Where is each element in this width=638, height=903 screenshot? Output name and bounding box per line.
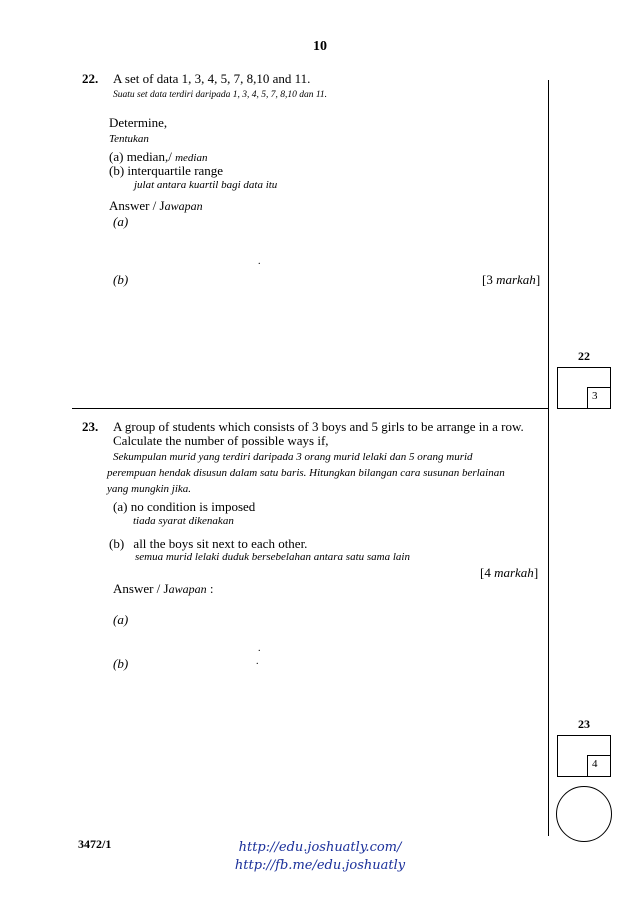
q23-number: 23.: [82, 419, 99, 434]
total-score-circle: [556, 786, 612, 842]
q23-answer-ms: awapan: [168, 582, 207, 596]
link-fb[interactable]: http://fb.me/edu.joshuatly: [234, 858, 406, 873]
q23-answer-colon: :: [206, 581, 214, 596]
link-edu[interactable]: http://edu.joshuatly.com/: [238, 840, 402, 855]
q23-side-number: 23: [578, 717, 590, 731]
q22-part-b: [109, 163, 223, 179]
question-divider: [72, 408, 548, 409]
q22-text-en: A set of data 1, 3, 4, 5, 7, 8,10 and 11.: [113, 71, 311, 86]
q22-part-b-en: interquartile range: [127, 163, 224, 178]
q22-determine-en: Determine,: [109, 115, 168, 130]
q22-answer-en: Answer / J: [109, 198, 165, 213]
q23-part-a-ms: tiada syarat dikenakan: [133, 515, 234, 527]
q23-part-b-ms: semua murid lelaki duduk bersebelahan antara satu sama lain: [135, 551, 410, 563]
page-number: 10: [313, 39, 327, 54]
q22-part-b-label: (b): [109, 163, 125, 178]
q23-text-en-1: A group of students which consists of 3 boys and 5 girls to be arrange in a row.: [113, 419, 524, 434]
q22-part-a-en: median,/: [126, 149, 172, 164]
q22-answer: [109, 198, 203, 214]
q23-marks-box: [587, 755, 611, 777]
q22-marks-box: [587, 387, 611, 409]
q23-part-a-en: no condition is imposed: [130, 499, 256, 514]
q22-side-marks: 3: [592, 390, 598, 402]
q23-answer-en: Answer / J: [113, 581, 169, 596]
q23-marks-close: ]: [533, 565, 539, 580]
q22-marks: [482, 272, 540, 288]
q23-side-marks: 4: [592, 758, 598, 770]
q23-part-a: [113, 499, 255, 515]
q22-answer-b: (b): [113, 272, 129, 287]
q22-text-ms: Suatu set data terdiri daripada 1, 3, 4, 5, 7, 8,10 dan 11.: [113, 90, 328, 100]
q22-dot: .: [258, 256, 261, 267]
q23-part-b-label: (b): [109, 536, 125, 551]
q23-part-b-en: all the boys sit next to each other.: [133, 536, 308, 551]
q23-text-ms-3: yang mungkin jika.: [107, 483, 192, 495]
q22-number: 22.: [82, 71, 99, 86]
q23-text-ms-1: Sekumpulan murid yang terdiri daripada 3 orang murid lelaki dan 5 orang murid: [113, 451, 473, 463]
q23-answer-b: (b): [113, 656, 129, 671]
paper-code: 3472/1: [78, 837, 112, 851]
q22-marks-open: [3: [482, 272, 497, 287]
q23-answer-a: (a): [113, 612, 129, 627]
q22-marks-word: markah: [496, 272, 536, 287]
q23-marks-word: markah: [494, 565, 534, 580]
q22-part-a-label: (a): [109, 149, 124, 164]
q22-answer-ms: awapan: [164, 199, 203, 213]
q22-marks-close: ]: [535, 272, 541, 287]
margin-divider: [548, 80, 549, 836]
q22-determine-ms: Tentukan: [109, 133, 149, 145]
q22-answer-a: (a): [113, 214, 129, 229]
q22-part-a-ms: median: [175, 152, 208, 164]
q23-part-a-label: (a): [113, 499, 128, 514]
q23-text-en-2: Calculate the number of possible ways if,: [113, 433, 329, 448]
q23-dot-1: .: [258, 643, 261, 654]
q22-side-number: 22: [578, 349, 590, 363]
q23-marks: [480, 565, 538, 581]
q22-part-b-ms: julat antara kuartil bagi data itu: [134, 179, 278, 191]
q23-part-b: [109, 536, 307, 552]
q23-answer: [113, 581, 214, 597]
q23-dot-2: .: [256, 656, 259, 667]
q23-text-ms-2: perempuan hendak disusun dalam satu baris. Hitungkan bilangan cara susunan berlainan: [107, 467, 505, 479]
q23-marks-open: [4: [480, 565, 495, 580]
